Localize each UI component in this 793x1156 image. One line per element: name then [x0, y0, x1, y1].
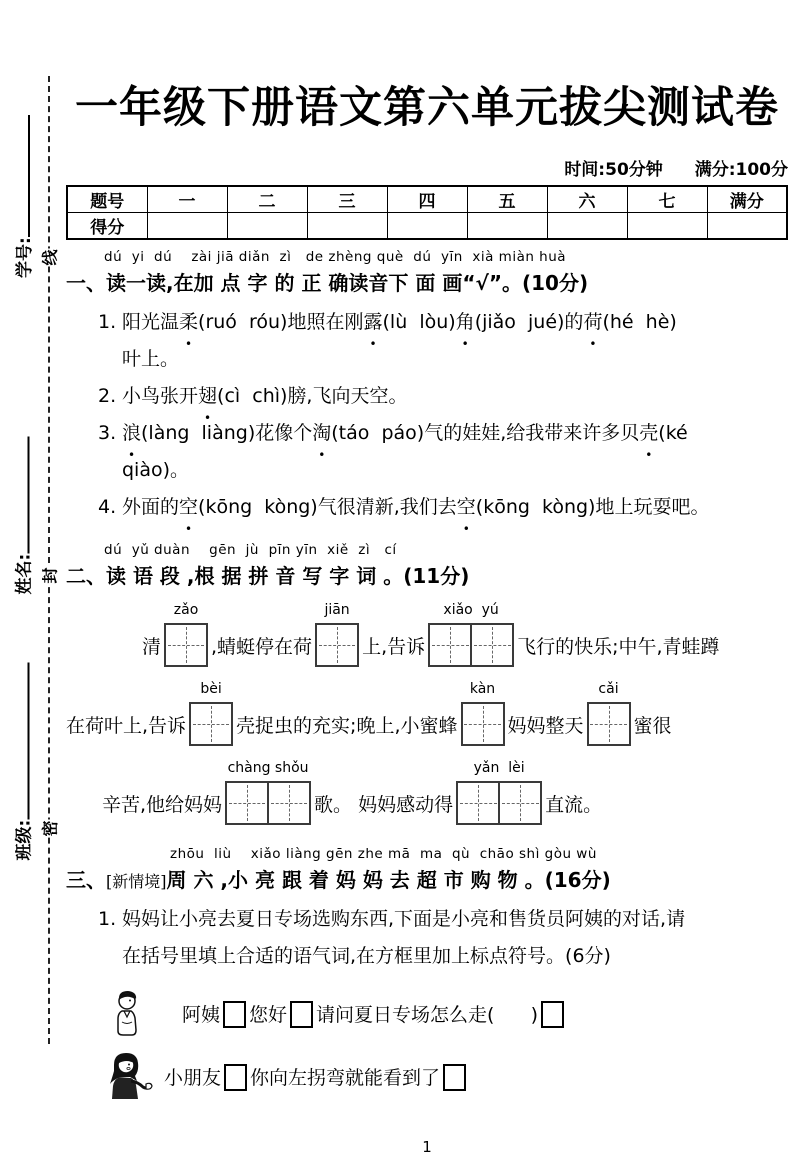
pinyin-writing-line: [142, 602, 788, 668]
emphasized-char: 淘: [312, 422, 332, 444]
score-table-score-row: [67, 213, 787, 240]
score-table-header-cell: 四: [387, 186, 467, 213]
score-table-header-cell: 三: [307, 186, 387, 213]
full-score: 满分:100分: [694, 160, 788, 180]
writing-box: [225, 781, 269, 825]
writing-box-pinyin: bèi: [200, 681, 222, 697]
student-id-blank: [12, 115, 30, 237]
text-run: (lù lòu): [382, 311, 456, 333]
question-line: [122, 415, 788, 452]
seal-char-xian: 线: [38, 249, 61, 267]
punctuation-box: [443, 1064, 466, 1091]
seal-char-feng: 封: [38, 567, 61, 585]
text-run: (ké: [658, 422, 688, 444]
question-item: [66, 415, 788, 489]
section1-pinyin: dú yi dú zài jiā diǎn zì de zhèng què dú yīn xià miàn huà: [104, 249, 567, 265]
writing-box: [456, 781, 500, 825]
score-cell-empty: [547, 213, 627, 240]
text-run: 在荷叶上,告诉: [66, 714, 187, 737]
score-table-header-cell: 五: [467, 186, 547, 213]
class-blank: [12, 663, 30, 820]
text-run: 飞行的快乐;中午,青蛙蹲: [517, 635, 720, 658]
student-id-label: 学号:: [15, 237, 35, 278]
score-table-header-cell: 题号: [67, 186, 147, 213]
text-run: (làng liàng)花像个: [141, 422, 313, 444]
punctuation-box: [290, 1001, 313, 1028]
text-run: 上,告诉: [362, 635, 426, 658]
writing-box-group: [225, 760, 311, 825]
section2-heading: 二、读 语 段 ,根 据 拼 音 写 字 词 。(11分): [66, 564, 470, 588]
emphasized-char: 空: [456, 496, 476, 518]
score-table-header-cell: 二: [227, 186, 307, 213]
boy-illustration: [110, 989, 144, 1039]
writing-box-pinyin: kàn: [469, 681, 496, 697]
question-number: 1.: [98, 908, 117, 930]
section1-heading: 一、读一读,在加 点 字 的 正 确读音下 面 画“√”。(10分): [66, 271, 589, 295]
paper-content: [66, 70, 788, 1156]
writing-box-pinyin: xiǎo yú: [443, 602, 499, 618]
text-run: 妈妈整天: [507, 714, 584, 737]
score-cell-empty: [227, 213, 307, 240]
writing-box-group: [189, 681, 233, 746]
text-run: 小朋友: [164, 1067, 222, 1089]
emphasized-char: 翅: [198, 385, 218, 407]
writing-box: [189, 702, 233, 746]
section3-number: 三、: [66, 868, 106, 892]
question-number: 1.: [98, 311, 117, 333]
score-table-header-cell: 一: [147, 186, 227, 213]
question-item: [66, 378, 788, 415]
writing-box-group: [428, 602, 514, 667]
text-run: (kōng kòng)地上玩耍吧。: [475, 496, 710, 518]
writing-box: [498, 781, 542, 825]
text-run: (ruó róu)地照在刚: [198, 311, 364, 333]
text-run: (táo páo)气的娃娃,给我带来许多贝: [331, 422, 640, 444]
seal-dashed-line: [48, 76, 50, 1044]
pinyin-writing-line: [102, 760, 788, 826]
page-number: 1: [422, 1138, 432, 1156]
text-run: 你向左拐弯就能看到了: [250, 1067, 441, 1089]
emphasized-char: 浪: [122, 422, 142, 444]
writing-box-pinyin: cǎi: [598, 681, 619, 697]
emphasized-char: 露: [363, 311, 383, 333]
text-run: (hé hè): [602, 311, 677, 333]
text-run: 清: [142, 635, 162, 658]
question-line: [122, 489, 788, 526]
text-run: ,蜻蜓停在荷: [211, 635, 313, 658]
emphasized-char: 壳: [639, 422, 659, 444]
text-run: 您好: [249, 1004, 288, 1026]
question-number: 2.: [98, 385, 117, 407]
time-limit: 时间:50分钟: [564, 160, 663, 180]
question-line: [122, 341, 788, 378]
score-table-header-row: [67, 186, 787, 213]
section2-paragraph: [66, 602, 788, 826]
name-label: 姓名:: [14, 553, 35, 595]
writing-box-pinyin: zǎo: [173, 602, 199, 618]
name-field: [12, 426, 36, 595]
dialogue-row-woman: [66, 1051, 788, 1103]
text-run: 外面的: [122, 496, 180, 518]
question-line: [122, 452, 788, 489]
text-run: (kōng kòng)气很清新,我们去: [198, 496, 457, 518]
writing-box: [461, 702, 505, 746]
dialogue-row-boy: [66, 989, 788, 1039]
score-row-label: 得分: [67, 213, 147, 240]
class-field: [12, 652, 36, 861]
score-cell-empty: [307, 213, 387, 240]
writing-box: [587, 702, 631, 746]
writing-box-group: [315, 602, 359, 667]
score-cell-empty: [147, 213, 227, 240]
pinyin-writing-line: [66, 681, 788, 747]
text-run: qiào)。: [122, 459, 190, 481]
text-run: 阿姨: [182, 1004, 221, 1026]
question-number: 3.: [98, 422, 117, 444]
writing-box-group: [587, 681, 631, 746]
section3-context-tag: [新情境]: [106, 872, 167, 891]
writing-box: [428, 623, 472, 667]
punctuation-box: [223, 1001, 246, 1028]
question-item: [66, 901, 788, 975]
score-cell-empty: [707, 213, 787, 240]
exam-meta: [66, 155, 788, 180]
punctuation-box: [224, 1064, 247, 1091]
writing-box-pinyin: yǎn lèi: [473, 760, 525, 776]
text-run: 壳捉虫的充实;晚上,小蜜蜂: [236, 714, 458, 737]
writing-box-group: [461, 681, 505, 746]
student-id-field: [12, 104, 36, 278]
question-line: [122, 378, 788, 415]
question-line: [122, 304, 788, 341]
text-run: 直流。: [545, 793, 603, 816]
section1-items: [66, 304, 788, 526]
woman-speech: [164, 1063, 469, 1091]
question-item: [66, 489, 788, 526]
text-run: 叶上。: [122, 348, 180, 370]
section3-heading: [66, 864, 788, 893]
writing-box: [470, 623, 514, 667]
score-cell-empty: [467, 213, 547, 240]
score-table-header-cell: 七: [627, 186, 707, 213]
seal-char-mi: 密: [38, 820, 61, 838]
emphasized-char: 柔: [179, 311, 199, 333]
question-number: 4.: [98, 496, 117, 518]
score-table-header-cell: 满分: [707, 186, 787, 213]
section3-pinyin: zhōu liù xiǎo liàng gēn zhe mā ma qù chāo shì gòu wù: [170, 846, 597, 862]
text-run: 蜜很: [633, 714, 672, 737]
name-blank: [12, 437, 30, 554]
question-line: 妈妈让小亮去夏日专场选购东西,下面是小亮和售货员阿姨的对话,请: [122, 908, 686, 930]
question-item: [66, 304, 788, 378]
writing-box-group: [456, 760, 542, 825]
writing-box-group: [164, 602, 208, 667]
score-table: [66, 185, 788, 240]
boy-speech: [182, 1000, 567, 1028]
score-cell-empty: [387, 213, 467, 240]
page-title: 一年级下册语文第六单元拔尖测试卷: [75, 83, 779, 133]
text-run: (jiǎo jué)的: [474, 311, 584, 333]
text-run: 请问夏日专场怎么走( ): [316, 1004, 539, 1026]
text-run: (cì chì)膀,飞向天空。: [217, 385, 408, 407]
emphasized-char: 角: [455, 311, 475, 333]
text-run: 小鸟张开: [122, 385, 199, 407]
question-line: 在括号里填上合适的语气词,在方框里加上标点符号。(6分): [122, 945, 611, 967]
section3-heading-text: 周 六 ,小 亮 跟 着 妈 妈 去 超 市 购 物 。(16分): [166, 868, 611, 892]
writing-box: [267, 781, 311, 825]
class-label: 班级:: [14, 819, 35, 861]
writing-box: [315, 623, 359, 667]
writing-box-pinyin: chàng shǒu: [227, 760, 309, 776]
writing-box: [164, 623, 208, 667]
writing-box-pinyin: jiān: [324, 602, 350, 618]
score-cell-empty: [627, 213, 707, 240]
text-run: 歌。 妈妈感动得: [314, 793, 454, 816]
section3-item: [66, 901, 788, 975]
text-run: 辛苦,他给妈妈: [102, 793, 223, 816]
emphasized-char: 空: [179, 496, 199, 518]
woman-illustration: [102, 1051, 154, 1103]
emphasized-char: 荷: [583, 311, 603, 333]
text-run: 阳光温: [122, 311, 180, 333]
punctuation-box: [541, 1001, 564, 1028]
score-table-header-cell: 六: [547, 186, 627, 213]
section2-pinyin: dú yǔ duàn gēn jù pīn yīn xiě zì cí: [104, 542, 397, 558]
